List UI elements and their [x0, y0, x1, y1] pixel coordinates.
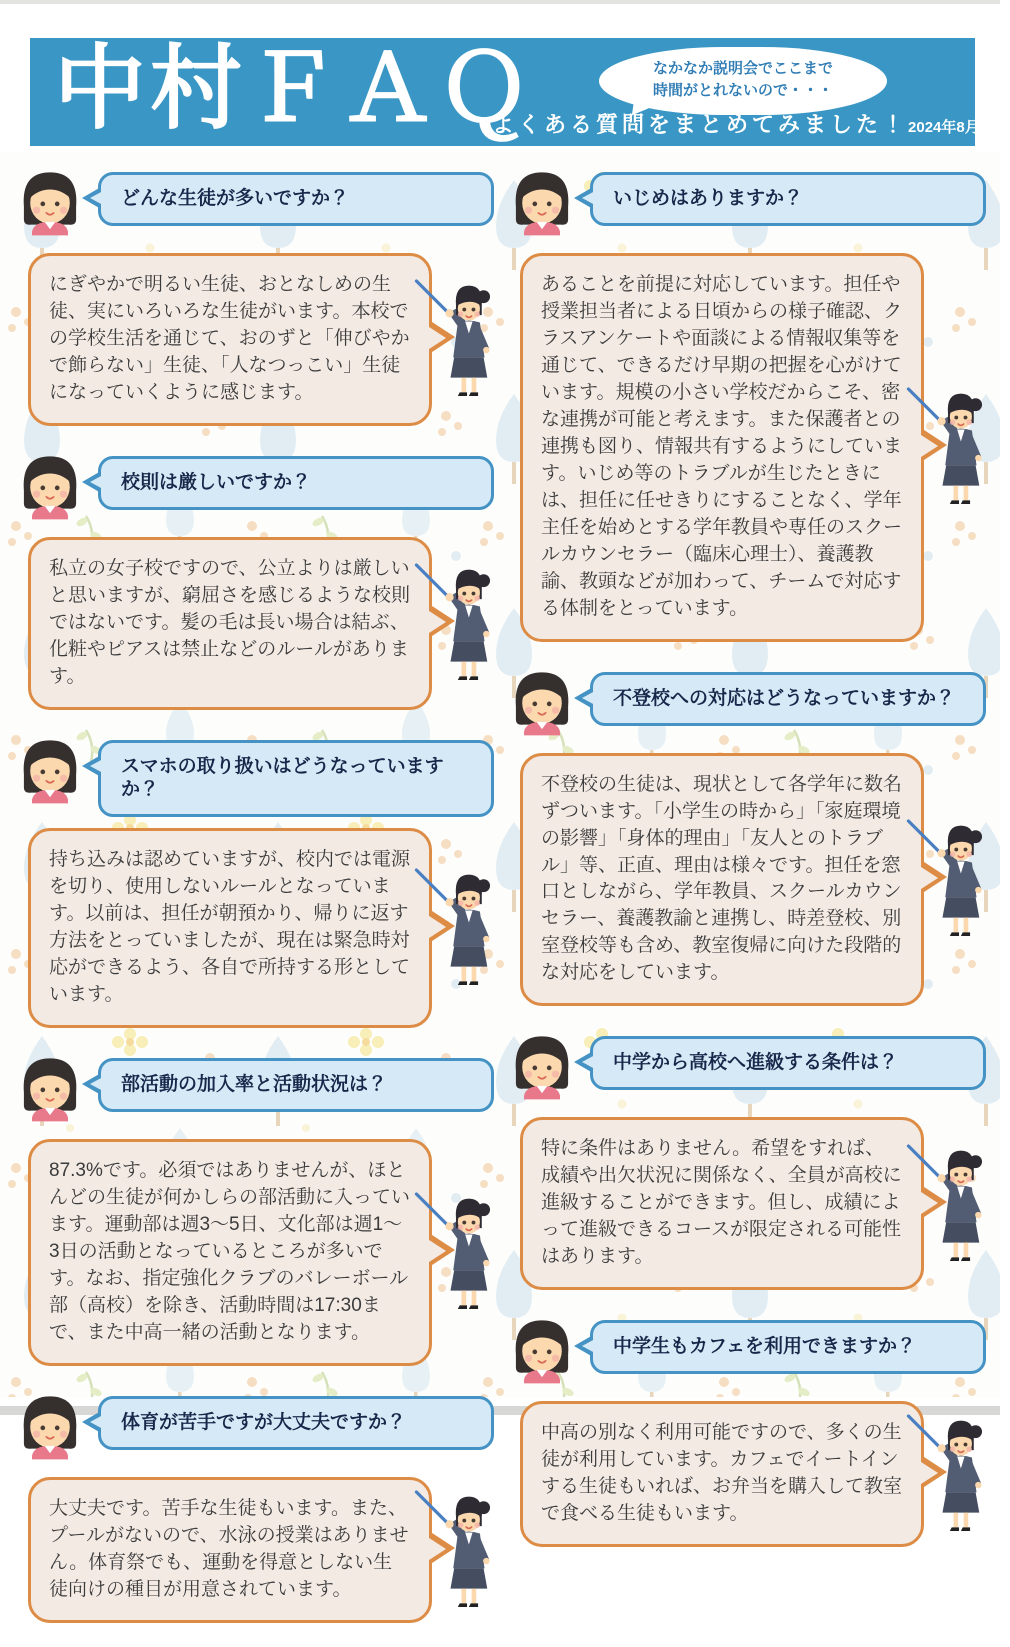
- teacher-pointer-icon: [902, 381, 994, 513]
- teacher-pointer-icon: [902, 1138, 994, 1270]
- faq-column-right: [506, 166, 988, 1647]
- teacher-pointer-icon: [902, 813, 994, 945]
- teacher-pointer-icon: [410, 1186, 502, 1318]
- answer-bubble: [28, 1477, 432, 1623]
- question-bubble: [98, 1396, 494, 1450]
- answer-bubble: [520, 753, 924, 1007]
- question-bubble: [98, 740, 494, 818]
- question-bubble: [590, 1036, 986, 1090]
- teacher-pointer-icon: [902, 1408, 994, 1540]
- faq-block: [14, 450, 496, 710]
- answer-text: 中高の別なく利用可能ですので、多くの生徒が利用しています。カフェでイートインする生徒もいれば、お弁当を購入して教室で食べる生徒もいます。: [541, 1422, 903, 1525]
- faq-content-area: [0, 152, 1000, 1600]
- teacher-pointer-icon: [410, 557, 502, 689]
- faq-block: [506, 166, 988, 642]
- question-text: スマホの取り扱いはどうなっていますか？: [121, 755, 444, 801]
- teacher-pointer-icon: [410, 862, 502, 994]
- student-girl-icon: [506, 164, 578, 242]
- question-bubble: [590, 672, 986, 726]
- teacher-pointer-icon: [410, 273, 502, 405]
- scan-edge-top: [0, 0, 1000, 4]
- answer-text: 87.3%です。必須ではありませんが、ほとんどの生徒が何かしらの部活動に入っています。運動部は週3～5日、文化部は週1～3日の活動となっているところが多いです。なお、指定強化クラブのバレーボール部（高校）を除き、活動時間は17:30まで、また中高一緒の活動となります。: [49, 1160, 411, 1343]
- question-text: 校則は厳しいですか？: [121, 471, 312, 493]
- answer-bubble: [520, 253, 924, 642]
- question-text: いじめはありますか？: [613, 188, 804, 209]
- answer-bubble: [28, 537, 432, 710]
- question-text: 体育が苦手ですが大丈夫ですか？: [121, 1411, 407, 1433]
- question-bubble: [590, 172, 986, 226]
- answer-text: 大丈夫です。苦手な生徒もいます。また、プールがないので、水泳の授業はありません。体育祭でも、運動を得意としない生徒向けの種目が用意されています。: [49, 1497, 409, 1600]
- student-girl-icon: [506, 1028, 578, 1106]
- question-bubble: [98, 1058, 494, 1112]
- question-bubble: [590, 1320, 986, 1374]
- balloon-line-1: なかなか説明会でここまで: [652, 60, 833, 77]
- student-girl-icon: [14, 1050, 86, 1128]
- faq-block: [14, 1052, 496, 1366]
- answer-bubble: [520, 1401, 924, 1547]
- header-subtitle: よくある質問をまとめてみました！: [492, 112, 909, 137]
- question-text: 不登校への対応はどうなっていますか？: [613, 687, 956, 709]
- student-girl-icon: [506, 1312, 578, 1390]
- header-date: 2024年8月現在: [908, 119, 1010, 136]
- answer-bubble: [28, 253, 432, 426]
- question-text: 中学から高校へ進級する条件は？: [613, 1052, 899, 1074]
- faq-block: [506, 1314, 988, 1547]
- answer-text: 不登校の生徒は、現状として各学年に数名ずついます。「小学生の時から」「家庭環境の影響」「身体的理由」「友人とのトラブル」等、正直、理由は様々です。担任を窓口としながら、学年教員、スクールカウンセラー、養護教諭と連携し、時差登校、別室登校等も含め、教室復帰に向けた段階的な対応をしています。: [541, 773, 903, 984]
- student-girl-icon: [14, 164, 86, 242]
- faq-block: [14, 1390, 496, 1623]
- student-girl-icon: [14, 448, 86, 526]
- faq-block: [506, 1030, 988, 1290]
- answer-text: 持ち込みは認めていますが、校内では電源を切り、使用しないルールとなっています。以前は、担任が朝預かり、帰りに返す方法をとっていましたが、現在は緊急時対応ができるよう、各自で所持する形としています。: [49, 849, 411, 1006]
- answer-bubble: [28, 1139, 432, 1366]
- header-banner: [30, 38, 1010, 146]
- faq-block: [506, 666, 988, 1007]
- header-note-balloon: [599, 47, 887, 115]
- faq-block: [14, 734, 496, 1028]
- answer-bubble: [520, 1117, 924, 1290]
- balloon-line-2: 時間がとれないので・・・: [652, 81, 833, 99]
- answer-text: 特に条件はありません。希望をすれば、成績や出欠状況に関係なく、全員が高校に進級することができます。但し、成績によって進級できるコースが限定される可能性はあります。: [541, 1138, 902, 1268]
- student-girl-icon: [14, 732, 86, 810]
- teacher-pointer-icon: [410, 1484, 502, 1616]
- faq-block: [14, 166, 496, 426]
- answer-bubble: [28, 828, 432, 1028]
- answer-text: あることを前提に対応しています。担任や授業担当者による日頃からの様子確認、クラスアンケートや面談による情報収集等を通じて、できるだけ早期の把握を心がけています。規模の小さい学校だからこそ、密な連携が可能と考えます。また保護者との連携も図り、情報共有するようにしています。いじめ等のトラブルが生じたときには、担任に任せきりにすることなく、学年主任を始めとする学年教員や専任のスクールカウンセラー（臨床心理士）、養護教諭、教頭などが加わって、チームで対応する体制をとっています。: [541, 274, 903, 619]
- student-girl-icon: [506, 664, 578, 742]
- question-text: どんな生徒が多いですか？: [121, 188, 350, 209]
- answer-text: 私立の女子校ですので、公立よりは厳しいと思いますが、窮屈さを感じるような校則ではないです。髪の毛は長い場合は結ぶ、化粧やピアスは禁止などのルールがあります。: [49, 557, 411, 687]
- question-bubble: [98, 456, 494, 510]
- question-text: 部活動の加入率と活動状況は？: [121, 1074, 388, 1095]
- page-title: 中村ＦＡＱ: [54, 38, 535, 140]
- question-bubble: [98, 172, 494, 226]
- faq-column-left: [14, 166, 496, 1647]
- question-text: 中学生もカフェを利用できますか？: [613, 1336, 917, 1358]
- student-girl-icon: [14, 1388, 86, 1466]
- answer-text: にぎやかで明るい生徒、おとなしめの生徒、実にいろいろな生徒がいます。本校での学校生活を通じて、おのずと「伸びやかで飾らない」生徒、「人なつっこい」生徒になっていくように感じます。: [49, 274, 410, 403]
